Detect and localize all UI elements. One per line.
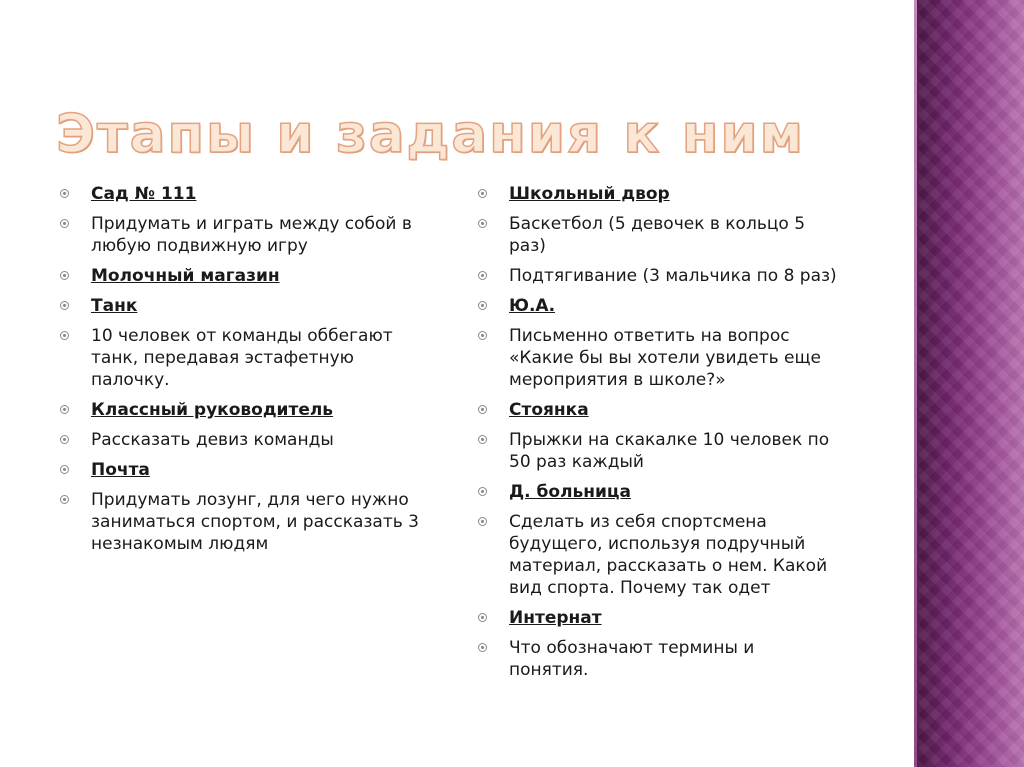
list-item-text: Придумать и играть между собой в любую подвижную игру bbox=[91, 214, 412, 256]
list-item-text: Танк bbox=[91, 296, 138, 316]
list-item bbox=[478, 607, 838, 629]
list-item bbox=[478, 481, 838, 503]
list-item bbox=[60, 399, 420, 421]
list-item bbox=[478, 213, 838, 257]
slide-title: Этапы и задания к ним bbox=[56, 104, 805, 165]
left-column-list bbox=[60, 183, 420, 563]
list-item-text: Придумать лозунг, для чего нужно заниматься спортом, и рассказать 3 незнакомым людям bbox=[91, 490, 419, 554]
bullet-icon bbox=[60, 301, 69, 310]
list-item bbox=[60, 459, 420, 481]
list-item bbox=[60, 295, 420, 317]
list-item-text: Почта bbox=[91, 460, 150, 480]
list-item-text: Сделать из себя спортсмена будущего, используя подручный материал, рассказать о нем. Какой вид спорта. Почему так одет bbox=[509, 512, 828, 598]
list-item bbox=[60, 429, 420, 451]
list-item bbox=[478, 637, 838, 681]
list-item bbox=[478, 511, 838, 599]
bullet-icon bbox=[60, 219, 69, 228]
list-item-text: Классный руководитель bbox=[91, 400, 334, 420]
right-column-list bbox=[478, 183, 838, 689]
list-item-text: Ю.А. bbox=[509, 296, 556, 316]
list-item-text: Подтягивание (3 мальчика по 8 раз) bbox=[509, 266, 837, 286]
bullet-icon bbox=[478, 613, 487, 622]
bullet-icon bbox=[478, 405, 487, 414]
bullet-icon bbox=[478, 517, 487, 526]
list-item-text: Прыжки на скакалке 10 человек по 50 раз каждый bbox=[509, 430, 830, 472]
bullet-icon bbox=[478, 189, 487, 198]
bullet-icon bbox=[60, 271, 69, 280]
list-item bbox=[478, 429, 838, 473]
bullet-icon bbox=[478, 271, 487, 280]
bullet-icon bbox=[60, 189, 69, 198]
bullet-icon bbox=[60, 405, 69, 414]
list-item-text: Школьный двор bbox=[509, 184, 670, 204]
bullet-icon bbox=[478, 643, 487, 652]
list-item bbox=[60, 183, 420, 205]
list-item-text: Стоянка bbox=[509, 400, 589, 420]
list-item-text: Баскетбол (5 девочек в кольцо 5 раз) bbox=[509, 214, 806, 256]
bullet-icon bbox=[478, 301, 487, 310]
list-item bbox=[478, 399, 838, 421]
bullet-icon bbox=[60, 495, 69, 504]
list-item-text: Молочный магазин bbox=[91, 266, 280, 286]
list-item bbox=[60, 325, 420, 391]
bullet-icon bbox=[478, 331, 487, 340]
list-item bbox=[478, 183, 838, 205]
decorative-side-bar bbox=[914, 0, 1024, 767]
list-item-text: Д. больница bbox=[509, 482, 631, 502]
list-item-text: Интернат bbox=[509, 608, 602, 628]
bullet-icon bbox=[478, 487, 487, 496]
list-item bbox=[60, 265, 420, 287]
bullet-icon bbox=[478, 435, 487, 444]
list-item-text: Рассказать девиз команды bbox=[91, 430, 334, 450]
bullet-icon bbox=[60, 331, 69, 340]
list-item-text: Сад № 111 bbox=[91, 184, 197, 204]
list-item bbox=[478, 265, 838, 287]
list-item-text: Письменно ответить на вопрос «Какие бы вы хотели увидеть еще мероприятия в школе?» bbox=[509, 326, 821, 390]
list-item bbox=[60, 213, 420, 257]
list-item bbox=[478, 325, 838, 391]
list-item-text: Что обозначают термины и понятия. bbox=[509, 638, 755, 680]
list-item bbox=[60, 489, 420, 555]
bullet-icon bbox=[60, 465, 69, 474]
bullet-icon bbox=[478, 219, 487, 228]
list-item-text: 10 человек от команды оббегают танк, передавая эстафетную палочку. bbox=[91, 326, 393, 390]
list-item bbox=[478, 295, 838, 317]
bullet-icon bbox=[60, 435, 69, 444]
